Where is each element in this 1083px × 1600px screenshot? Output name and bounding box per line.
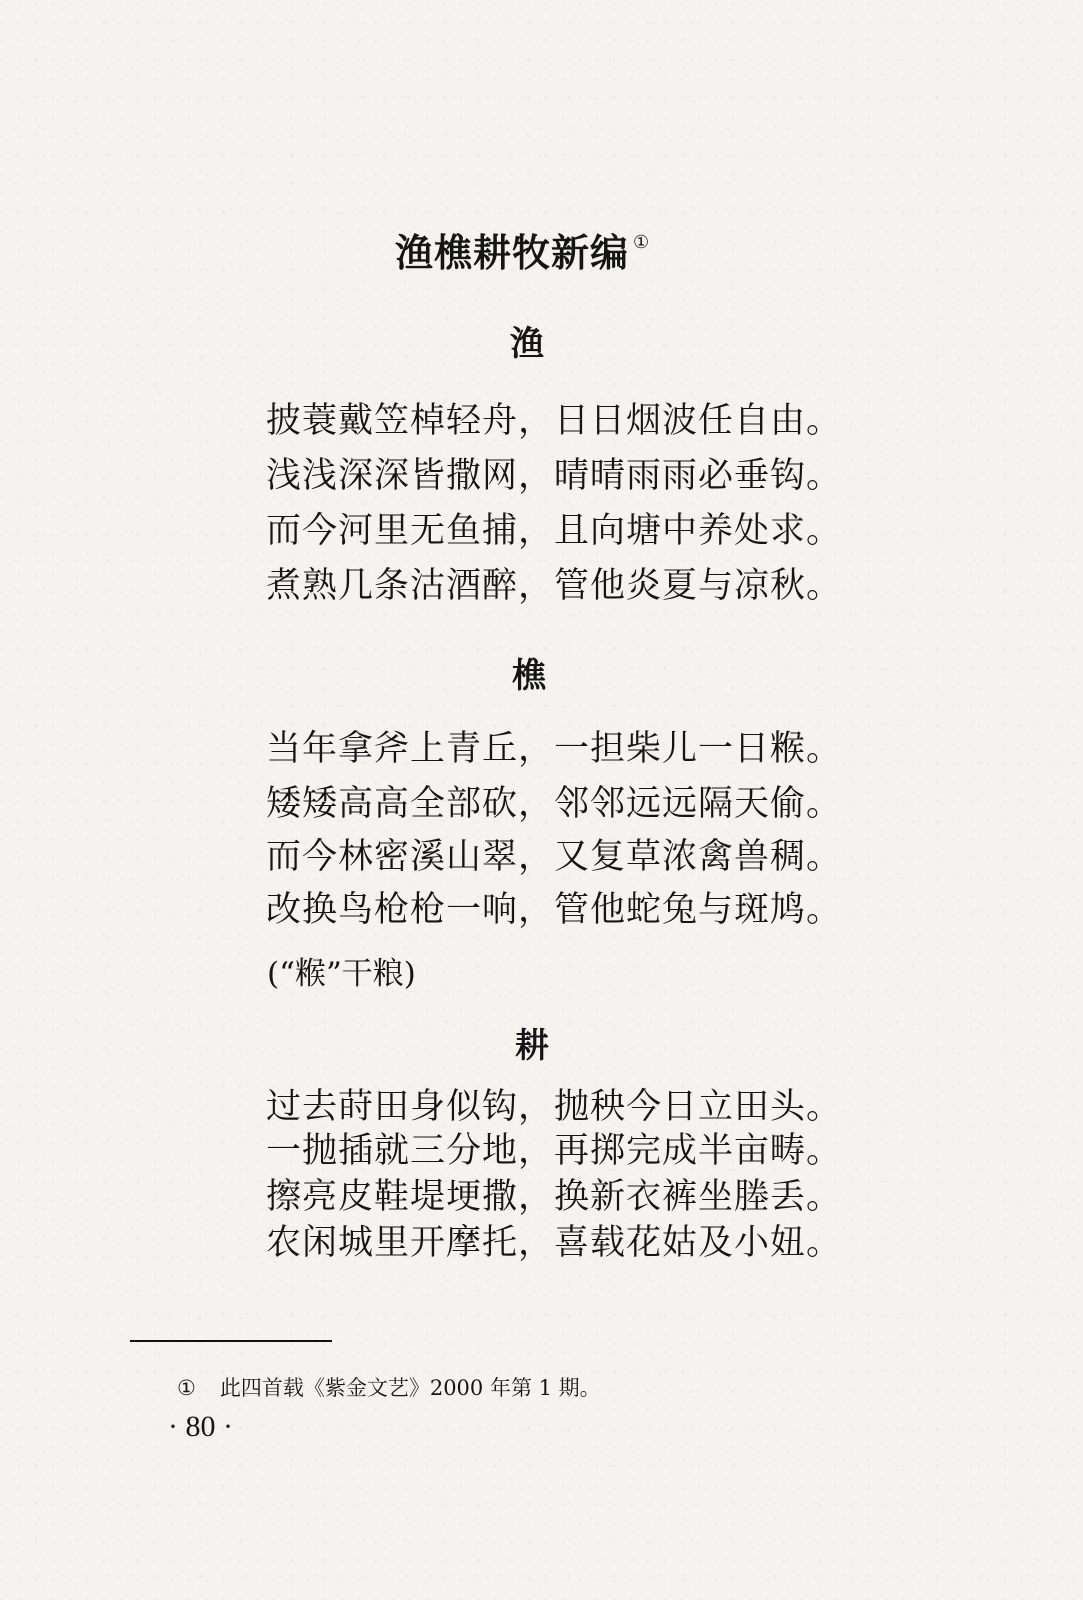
section-heading-qiao: 樵 bbox=[512, 656, 546, 696]
title-text: 渔樵耕牧新编 bbox=[395, 231, 630, 275]
footnote-text: 此四首载《紫金文艺》2000 年第 1 期。 bbox=[219, 1376, 601, 1400]
poem-line-geng-2: 一抛插就三分地，再掷完成半亩畴。 bbox=[266, 1131, 843, 1171]
poem-line-geng-1: 过去莳田身似钩，抛秧今日立田头。 bbox=[266, 1087, 843, 1127]
poem-line-yu-3: 而今河里无鱼捕，且向塘中养处求。 bbox=[266, 511, 843, 551]
title-note-marker: ① bbox=[633, 232, 651, 253]
poem-line-qiao-2: 矮矮高高全部砍，邻邻远远隔天偷。 bbox=[266, 784, 843, 824]
poem-line-geng-4: 农闲城里开摩托，喜载花姑及小妞。 bbox=[266, 1223, 843, 1263]
page-title bbox=[395, 222, 650, 277]
poem-line-yu-2: 浅浅深深皆撒网，晴晴雨雨必垂钩。 bbox=[266, 456, 843, 496]
qiao-note: (“糇”干粮) bbox=[267, 956, 416, 992]
page-number: · 80 · bbox=[168, 1410, 233, 1443]
section-heading-geng: 耕 bbox=[515, 1026, 549, 1066]
poem-line-qiao-1: 当年拿斧上青丘，一担柴儿一日糇。 bbox=[266, 729, 843, 769]
poem-line-geng-3: 擦亮皮鞋堤埂撒，换新衣裤坐塍丢。 bbox=[266, 1177, 843, 1217]
poem-line-qiao-4: 改换鸟枪枪一响，管他蛇兔与斑鸠。 bbox=[266, 890, 843, 930]
footnote-marker: ① bbox=[177, 1376, 196, 1400]
poem-line-yu-1: 披蓑戴笠棹轻舟，日日烟波任自由。 bbox=[266, 401, 843, 441]
section-heading-yu: 渔 bbox=[510, 324, 544, 364]
footnote bbox=[177, 1372, 601, 1402]
footnote-divider bbox=[130, 1340, 332, 1342]
poem-line-qiao-3: 而今林密溪山翠，又复草浓禽兽稠。 bbox=[266, 837, 843, 877]
poem-line-yu-4: 煮熟几条沽酒醉，管他炎夏与凉秋。 bbox=[266, 566, 843, 606]
